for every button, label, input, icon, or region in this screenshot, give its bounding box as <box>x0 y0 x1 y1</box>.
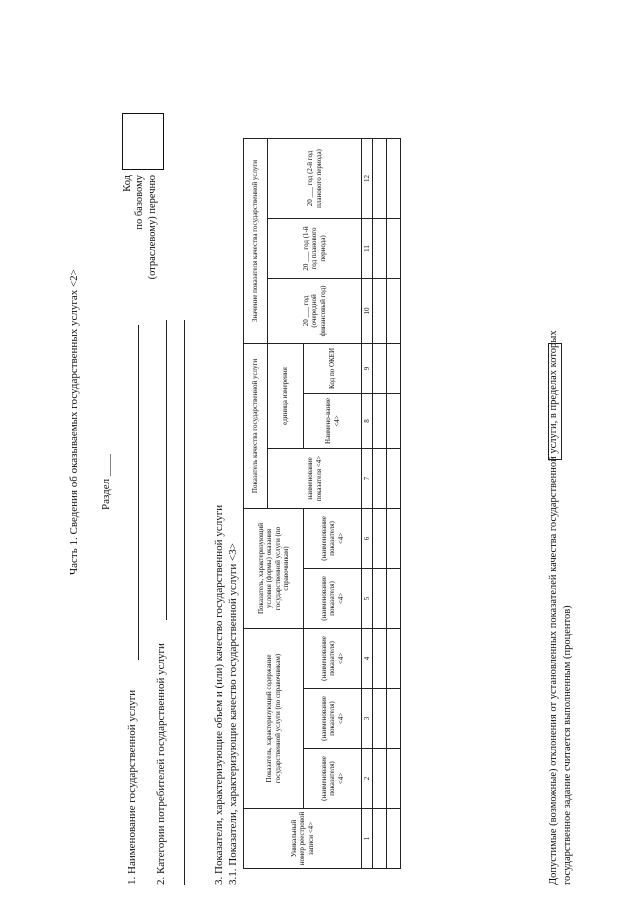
field-2-underline-2[interactable] <box>184 320 185 885</box>
code-sublabel-line1: по базовому <box>134 175 145 230</box>
field-1-underline[interactable] <box>138 325 139 660</box>
column-numbers-row <box>362 138 373 868</box>
header-quality-values: Значение показателя качества государственной услуги <box>244 138 268 343</box>
field-2-label: 2. Категории потребителей государственной услуги <box>155 643 167 885</box>
heading-3: 3. Показатели, характеризующие объем и (или) качество государственной услуги <box>213 504 225 885</box>
part-title: Часть 1. Сведения об оказываемых государственных услугах <2> <box>68 269 80 575</box>
deviation-input-box[interactable] <box>548 343 562 460</box>
col-num: 9 <box>362 343 373 393</box>
col-num: 5 <box>362 568 373 628</box>
header-indicator-name-1: (наименование показателя) <4> <box>304 749 362 809</box>
quality-table <box>243 138 401 869</box>
footer-line-2: государственное задание считается выполненным (процентов) <box>562 605 573 885</box>
col-num: 2 <box>362 749 373 809</box>
table-row[interactable] <box>387 138 401 868</box>
code-input-box[interactable] <box>122 113 164 170</box>
col-num: 1 <box>362 809 373 869</box>
header-quality-name: наименование показателя <4> <box>268 448 362 508</box>
col-num: 12 <box>362 138 373 218</box>
header-conditions-indicator: Показатель, характеризующий условия (формы) оказания государственной услуги (по справочникам) <box>244 508 304 628</box>
col-num: 4 <box>362 628 373 688</box>
code-sublabel <box>134 175 159 315</box>
section-label <box>100 454 113 510</box>
header-unit: единица измерения <box>268 343 304 448</box>
header-year-3: 20 ___ год (2-й год планового периода) <box>268 138 362 218</box>
header-content-indicator: Показатель, характеризующий содержание государственной услуги (по справочникам) <box>244 628 304 808</box>
col-num: 6 <box>362 508 373 568</box>
field-2-underline[interactable] <box>166 320 167 620</box>
col-num: 8 <box>362 393 373 448</box>
header-indicator-name-3: (наименование показателя) <4> <box>304 628 362 688</box>
header-year-1: 20 ___ год (очередной финансовый год) <box>268 278 362 343</box>
table-row[interactable] <box>373 138 387 868</box>
section-number: ____ <box>100 454 112 477</box>
header-unique-number: Уникальный номер реестровой записи <4> <box>244 809 362 869</box>
col-num: 11 <box>362 218 373 278</box>
header-unit-name: Наимено-вание <4> <box>304 393 362 448</box>
col-num: 10 <box>362 278 373 343</box>
section-label-text: Раздел <box>100 478 112 510</box>
col-num: 3 <box>362 689 373 749</box>
code-label-text: Код <box>122 175 133 192</box>
header-unit-code: Код по ОКЕИ <box>304 343 362 393</box>
header-indicator-name-2: (наименование показателя) <4> <box>304 689 362 749</box>
field-1-label: 1. Наименование государственной услуги <box>126 689 138 885</box>
code-label <box>122 175 135 255</box>
header-indicator-name-4: (наименование показателя) <4> <box>304 568 362 628</box>
header-year-2: 20 ___ год (1-й год планового периода) <box>268 218 362 278</box>
col-num: 7 <box>362 448 373 508</box>
header-indicator-name-5: (наименование показателя) <4> <box>304 508 362 568</box>
header-quality-indicator: Показатель качества государственной услуги <box>244 343 268 508</box>
code-sublabel-line2: (отраслевому) перечню <box>146 175 158 280</box>
footer-line-1: Допустимые (возможные) отклонения от установленных показателей качества государственной услуги, в пределах которых <box>548 330 559 885</box>
heading-3-1: 3.1. Показатели, характеризующие качество государственной услуги <3> <box>227 543 239 885</box>
